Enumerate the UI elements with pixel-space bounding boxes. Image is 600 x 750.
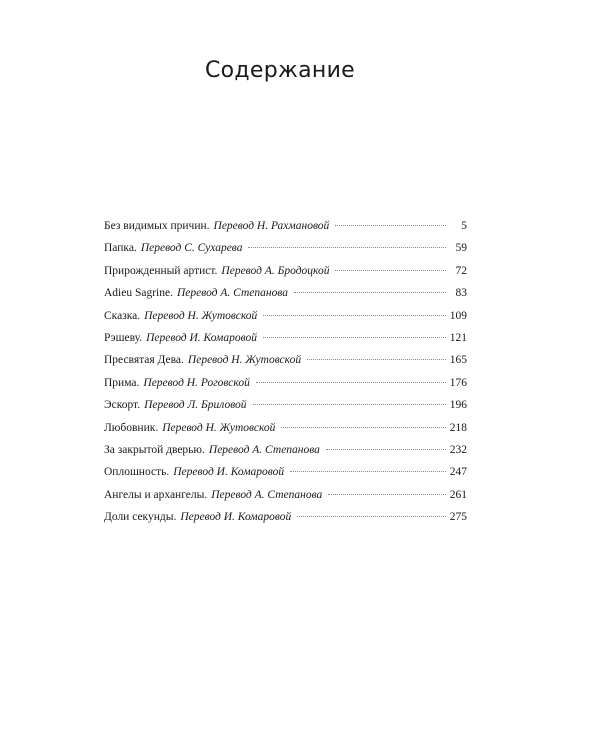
toc-entry	[104, 349, 467, 371]
toc-page-number: 165	[449, 354, 467, 367]
toc-story-title: Оплошность.	[104, 466, 170, 479]
toc-entry	[104, 461, 467, 483]
toc-entry	[104, 372, 467, 394]
toc-page-number: 247	[449, 466, 467, 479]
toc-page-number: 218	[449, 421, 467, 434]
toc-page-number: 5	[461, 220, 467, 232]
toc-entry	[104, 394, 467, 416]
toc-entry	[104, 484, 467, 506]
toc-page-number: 109	[449, 309, 467, 322]
toc-translator-credit: Перевод А. Бродоцкой	[221, 264, 330, 277]
toc-dot-leader	[335, 270, 446, 271]
toc-dot-leader	[263, 315, 446, 316]
toc-page-number: 72	[455, 264, 467, 277]
toc-dot-leader	[326, 449, 446, 450]
toc-entry	[104, 282, 467, 304]
toc-dot-leader	[335, 225, 446, 226]
toc-story-title: Прирожденный артист.	[104, 264, 218, 277]
toc-page-number: 121	[449, 331, 467, 344]
toc-dot-leader	[294, 292, 446, 293]
toc-story-title: Любовник.	[104, 421, 159, 434]
toc-story-title: Сказка.	[104, 309, 141, 322]
toc-story-title: Пресвятая Дева.	[104, 354, 184, 367]
toc-translator-credit: Перевод А. Степанова	[208, 443, 320, 456]
table-of-contents	[104, 215, 467, 528]
toc-story-title: Доли секунды.	[104, 511, 177, 524]
toc-page-number: 83	[455, 287, 467, 300]
toc-translator-credit: Перевод И. Комаровой	[146, 331, 257, 344]
toc-entry	[104, 417, 467, 439]
toc-translator-credit: Перевод А. Степанова	[176, 287, 289, 300]
toc-entry	[104, 439, 467, 461]
toc-dot-leader	[328, 494, 446, 495]
toc-story-title: Adieu Sagrine.	[104, 287, 173, 300]
toc-dot-leader	[290, 471, 446, 472]
toc-page-number: 196	[449, 399, 467, 412]
toc-page-number: 261	[449, 488, 467, 501]
toc-story-title: Без видимых причин.	[104, 220, 210, 232]
toc-dot-leader	[307, 359, 446, 360]
toc-dot-leader	[297, 516, 446, 517]
toc-page-number: 232	[449, 443, 467, 456]
toc-story-title: Рэшеву.	[104, 331, 143, 344]
toc-entry	[104, 305, 467, 327]
toc-entry	[104, 237, 467, 259]
toc-translator-credit: Перевод Н. Рахмановой	[213, 220, 330, 232]
toc-translator-credit: Перевод Н. Роговской	[143, 376, 250, 389]
toc-entry	[104, 215, 467, 237]
toc-translator-credit: Перевод С. Сухарева	[140, 242, 243, 255]
toc-page-number: 59	[455, 242, 467, 255]
toc-dot-leader	[281, 427, 446, 428]
toc-entry	[104, 260, 467, 282]
toc-dot-leader	[248, 247, 446, 248]
toc-page-number: 275	[449, 511, 467, 524]
toc-dot-leader	[256, 382, 446, 383]
toc-translator-credit: Перевод Н. Жутовской	[144, 309, 258, 322]
toc-story-title: Эскорт.	[104, 399, 141, 412]
toc-dot-leader	[253, 404, 446, 405]
toc-dot-leader	[263, 337, 446, 338]
toc-page-number: 176	[449, 376, 467, 389]
toc-story-title: Ангелы и архангелы.	[104, 488, 208, 501]
toc-translator-credit: Перевод А. Степанова	[211, 488, 323, 501]
toc-translator-credit: Перевод Л. Бриловой	[144, 399, 247, 412]
toc-translator-credit: Перевод Н. Жутовской	[187, 354, 302, 367]
toc-entry	[104, 506, 467, 528]
toc-story-title: За закрытой дверью.	[104, 443, 205, 456]
toc-story-title: Прима.	[104, 376, 140, 389]
toc-translator-credit: Перевод И. Комаровой	[173, 466, 285, 479]
toc-translator-credit: Перевод И. Комаровой	[180, 511, 292, 524]
page-title: Содержание	[204, 58, 356, 83]
toc-translator-credit: Перевод Н. Жутовской	[162, 421, 276, 434]
toc-story-title: Папка.	[104, 242, 137, 255]
toc-entry	[104, 327, 467, 349]
